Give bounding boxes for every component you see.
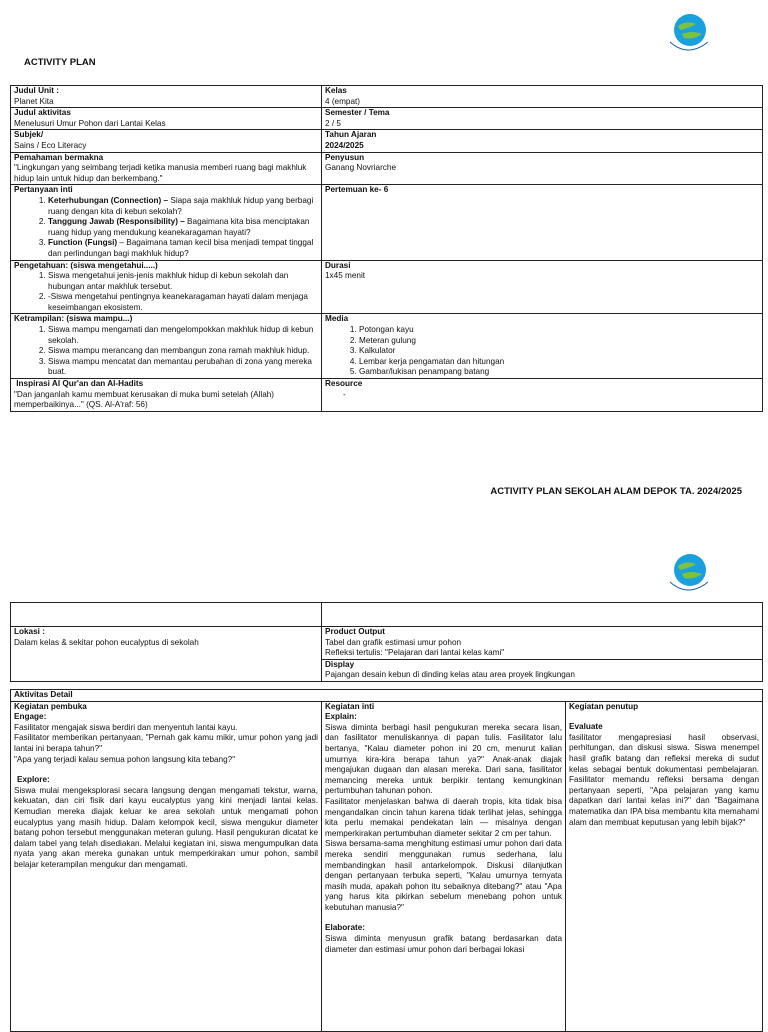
keterampilan-label: Ketrampilan: (siswa mampu...) (14, 314, 133, 324)
inspirasi-value: "Dan janganlah kamu membuat kerusakan di muka bumi setelah (Allah) memperbaikinya..." (QS. Al-A'raf: 56) (14, 389, 275, 410)
explore-label: Explore: (17, 775, 50, 785)
list-item: 2. Siswa mampu merancang dan membangun zona ramah makhluk hidup. (48, 346, 318, 357)
pertemuan-label: Pertemuan ke- 6 (325, 185, 389, 195)
document-title: ACTIVITY PLAN (24, 57, 96, 68)
lokasi-label: Lokasi : (14, 627, 45, 636)
lokasi-cell (11, 627, 322, 682)
table-row (11, 152, 763, 185)
inspirasi-cell (11, 379, 322, 412)
durasi-label: Durasi (325, 260, 351, 270)
table-row (11, 701, 763, 1031)
semester-value: 2 / 5 (325, 118, 341, 128)
aktivitas-detail-label: Aktivitas Detail (11, 690, 763, 702)
table-row (11, 379, 763, 412)
elaborate-label: Elaborate: (325, 923, 366, 933)
product-line: Refleksi tertulis: "Pelajaran dari lantai kelas kami" (325, 648, 505, 658)
penutup-label: Kegiatan penutup (569, 701, 639, 711)
engage-paragraph: "Apa yang terjadi kalau semua pohon langsung kita tebang?" (14, 754, 236, 764)
media-cell (322, 314, 763, 379)
explore-paragraph: Siswa mulai mengeksplorasi secara langsung dengan mengamati tekstur, warna, kekuatan, dan ciri fisik dari kayu eucalyptus yang kini menjadi lantai kelas. Kemudian mereka diajak keluar ke area sekolah untuk mengamati pohon eucalyptus yang masih hidup. Dalam kelompok kecil, siswa mengukur diameter batang pohon tersebut menggunakan meteran gulung. Hasil pengukuran dicatat ke dalam tabel yang telah disediakan. Melalui kegiatan ini, siswa mengumpulkan data nyata yang akan mereka gunakan untuk memperkirakan umur pohon, sambil belajar keterampilan mengukur dan mengamati. (14, 785, 318, 869)
list-item: 1. Keterhubungan (Connection) – Siapa saja makhluk hidup yang berbagi ruang dengan kita di kebun sekolah? (48, 196, 318, 217)
school-logo (666, 552, 710, 596)
subjek-value: Sains / Eco Literacy (14, 140, 87, 150)
judul-aktivitas-cell (11, 108, 322, 130)
list-item: 3. Function (Fungsi) – Bagaimana taman kecil bisa menjadi tempat tinggal dan perlindungan bagi makhluk hidup? (48, 238, 318, 259)
list-item: 1. Potongan kayu (359, 325, 759, 336)
keterampilan-cell (11, 314, 322, 379)
list-item: 2. Tanggung Jawab (Responsibility) – Bagaimana kita bisa menciptakan ruang hidup yang mendukung keanekaragaman hayati? (48, 217, 318, 238)
product-line: Tabel dan grafik estimasi umur pohon (325, 637, 462, 647)
kelas-value: 4 (empat) (325, 96, 361, 106)
table-row (11, 185, 763, 260)
table-row (11, 260, 763, 314)
penyusun-value: Ganang Novriarche (325, 163, 396, 173)
inspirasi-label: Inspirasi Al Qur'an dan Al-Hadits (14, 379, 144, 389)
pemahaman-label: Pemahaman bermakna (14, 152, 104, 162)
semester-label: Semester / Tema (325, 108, 390, 118)
list-item: 3. Kalkulator (359, 346, 759, 357)
list-item: 3. Siswa mampu mencatat dan memantau perubahan di zona yang mereka buat. (48, 357, 318, 378)
inti-label: Kegiatan inti (325, 701, 375, 711)
media-list (325, 325, 759, 378)
explain-paragraph: Siswa bersama-sama menghitung estimasi umur pohon dari data mereka sendiri menggunakan rumus sederhana, lalu membandingkan hasil antarkelompok. Diskusi dilanjutkan dengan pertanyaan terbuka seperti, "Kalau umurnya ternyata masih muda, apakah pohon itu sebaiknya ditebang?" atau "Apa yang harus kita pikirkan sebelum menebang pohon untuk kebutuhan manusia?" (325, 839, 562, 912)
pemahaman-value: "Lingkungan yang seimbang terjadi ketika manusia memberi ruang bagi makhluk hidup lain untuk hidup dan berkembang." (14, 163, 307, 183)
table-row (11, 130, 763, 152)
school-logo (666, 12, 710, 56)
pengetahuan-cell (11, 260, 322, 314)
subjek-cell (11, 130, 322, 152)
table-row (11, 690, 763, 702)
engage-label: Engage: (14, 712, 47, 722)
activity-plan-table-page1 (10, 85, 763, 412)
pemahaman-cell (11, 152, 322, 185)
table-row (11, 603, 763, 627)
lokasi-value: Dalam kelas & sekitar pohon eucalyptus di sekolah (14, 637, 199, 647)
pertanyaan-cell (11, 185, 322, 260)
pengetahuan-label: Pengetahuan: (siswa mengetahui.....) (14, 260, 158, 270)
list-item: 1. Siswa mengetahui jenis-jenis makhluk hidup di kebun sekolah dan hubungan antar makhluk tersebut. (48, 271, 318, 292)
aktivitas-detail-table (10, 689, 763, 1032)
list-item: 4. Lembar kerja pengamatan dan hitungan (359, 357, 759, 368)
resource-value: - (343, 389, 346, 399)
product-cell (322, 627, 763, 660)
engage-paragraph: Fasilitator mengajak siswa berdiri dan menyentuh lantai kayu. (14, 722, 238, 732)
pertanyaan-label: Pertanyaan inti (14, 185, 73, 195)
table-row (11, 314, 763, 379)
durasi-value: 1x45 menit (325, 271, 366, 281)
product-label: Product Output (325, 627, 386, 636)
footer-text: ACTIVITY PLAN SEKOLAH ALAM DEPOK TA. 2024/2025 (490, 486, 742, 497)
list-item: 2. -Siswa mengetahui pentingnya keanekaragaman hayati dalam menjaga keseimbangan ekosistem. (48, 292, 318, 313)
table-row (11, 86, 763, 108)
judul-unit-cell (11, 86, 322, 108)
media-label: Media (325, 314, 349, 324)
judul-unit-label: Judul Unit : (14, 86, 60, 95)
resource-label: Resource (325, 379, 363, 389)
pertanyaan-list (14, 196, 318, 260)
table-row (11, 108, 763, 130)
judul-aktivitas-value: Menelusuri Umur Pohon dari Lantai Kelas (14, 118, 166, 128)
list-item: 5. Gambar/lukisan penampang batang (359, 367, 759, 378)
penyusun-label: Penyusun (325, 152, 365, 162)
elaborate-paragraph: Siswa diminta menyusun grafik batang berdasarkan data diameter dan estimasi umur pohon dari berbagai lokasi (325, 934, 562, 954)
list-item: 2. Meteran gulung (359, 336, 759, 347)
display-value: Pajangan desain kebun di dinding kelas atau area proyek lingkungan (325, 670, 575, 680)
tahun-cell (322, 130, 763, 152)
empty-cell (11, 603, 322, 627)
judul-unit-value: Planet Kita (14, 96, 54, 106)
engage-paragraph: Fasilitator memberikan pertanyaan, "Pernah gak kamu mikir, umur pohon yang jadi lantai ini berapa tahun?" (14, 733, 318, 753)
empty-cell (322, 603, 763, 627)
kelas-label: Kelas (325, 86, 347, 95)
display-cell (322, 659, 763, 681)
kegiatan-pembuka-cell (11, 701, 322, 1031)
evaluate-label: Evaluate (569, 722, 603, 732)
explain-paragraph: Fasilitator menjelaskan bahwa di daerah tropis, kita tidak bisa mengandalkan cincin tahun karena tidak terlihat jelas, sehingga kita perlu memakai pendekatan lain — misalnya dengan memperkirakan pertumbuhan diameter sekitar 2 cm per tahun. (325, 796, 562, 838)
kegiatan-penutup-cell (566, 701, 763, 1031)
activity-plan-table-page2 (10, 602, 763, 682)
pembuka-label: Kegiatan pembuka (14, 701, 87, 711)
judul-aktivitas-label: Judul aktivitas (14, 108, 71, 118)
penyusun-cell (322, 152, 763, 185)
tahun-label: Tahun Ajaran (325, 130, 377, 140)
pengetahuan-list (14, 271, 318, 313)
durasi-cell (322, 260, 763, 314)
pertemuan-cell (322, 185, 763, 260)
evaluate-paragraph: fasilitator mengapresiasi hasil observasi, perhitungan, dan diskusi siswa. Siswa menempel hasil grafik batang dan refleksi mereka di sudut kelas sebagai bentuk dokumentasi pembelajaran. Fasilitator memandu refleksi bersama dengan pertanyaan seperti, "Apa pelajaran yang kamu dapatkan dari lantai kelas ini?" dan "Bagaimana matematika dan IPA bisa membantu kita memahami alam dan membuat keputusan yang lebih bijak?" (569, 732, 760, 827)
keterampilan-list (14, 325, 318, 378)
kegiatan-inti-cell (322, 701, 566, 1031)
display-label: Display (325, 659, 355, 669)
explain-paragraph: Siswa diminta berbagi hasil pengukuran mereka secara lisan, dan fasilitator menuliskannya di papan tulis. Fasilitator lalu bertanya, "Kalau diameter pohon ini 20 cm, menurut kalian umurnya kira-kira berapa tahun ya?" Anak-anak diajak mengajukan dugaan dan alasan mereka. Dari sana, fasilitator memancing mereka untuk berpikir tentang kemungkinan pertumbuhan tahunan pohon. (325, 722, 562, 796)
subjek-label: Subjek/ (14, 130, 44, 140)
list-item: 1. Siswa mampu mengamati dan mengelompokkan makhluk hidup di kebun sekolah. (48, 325, 318, 346)
table-row (11, 627, 763, 660)
semester-cell (322, 108, 763, 130)
resource-cell (322, 379, 763, 412)
kelas-cell (322, 86, 763, 108)
explain-label: Explain: (325, 712, 357, 722)
tahun-value: 2024/2025 (325, 140, 364, 150)
